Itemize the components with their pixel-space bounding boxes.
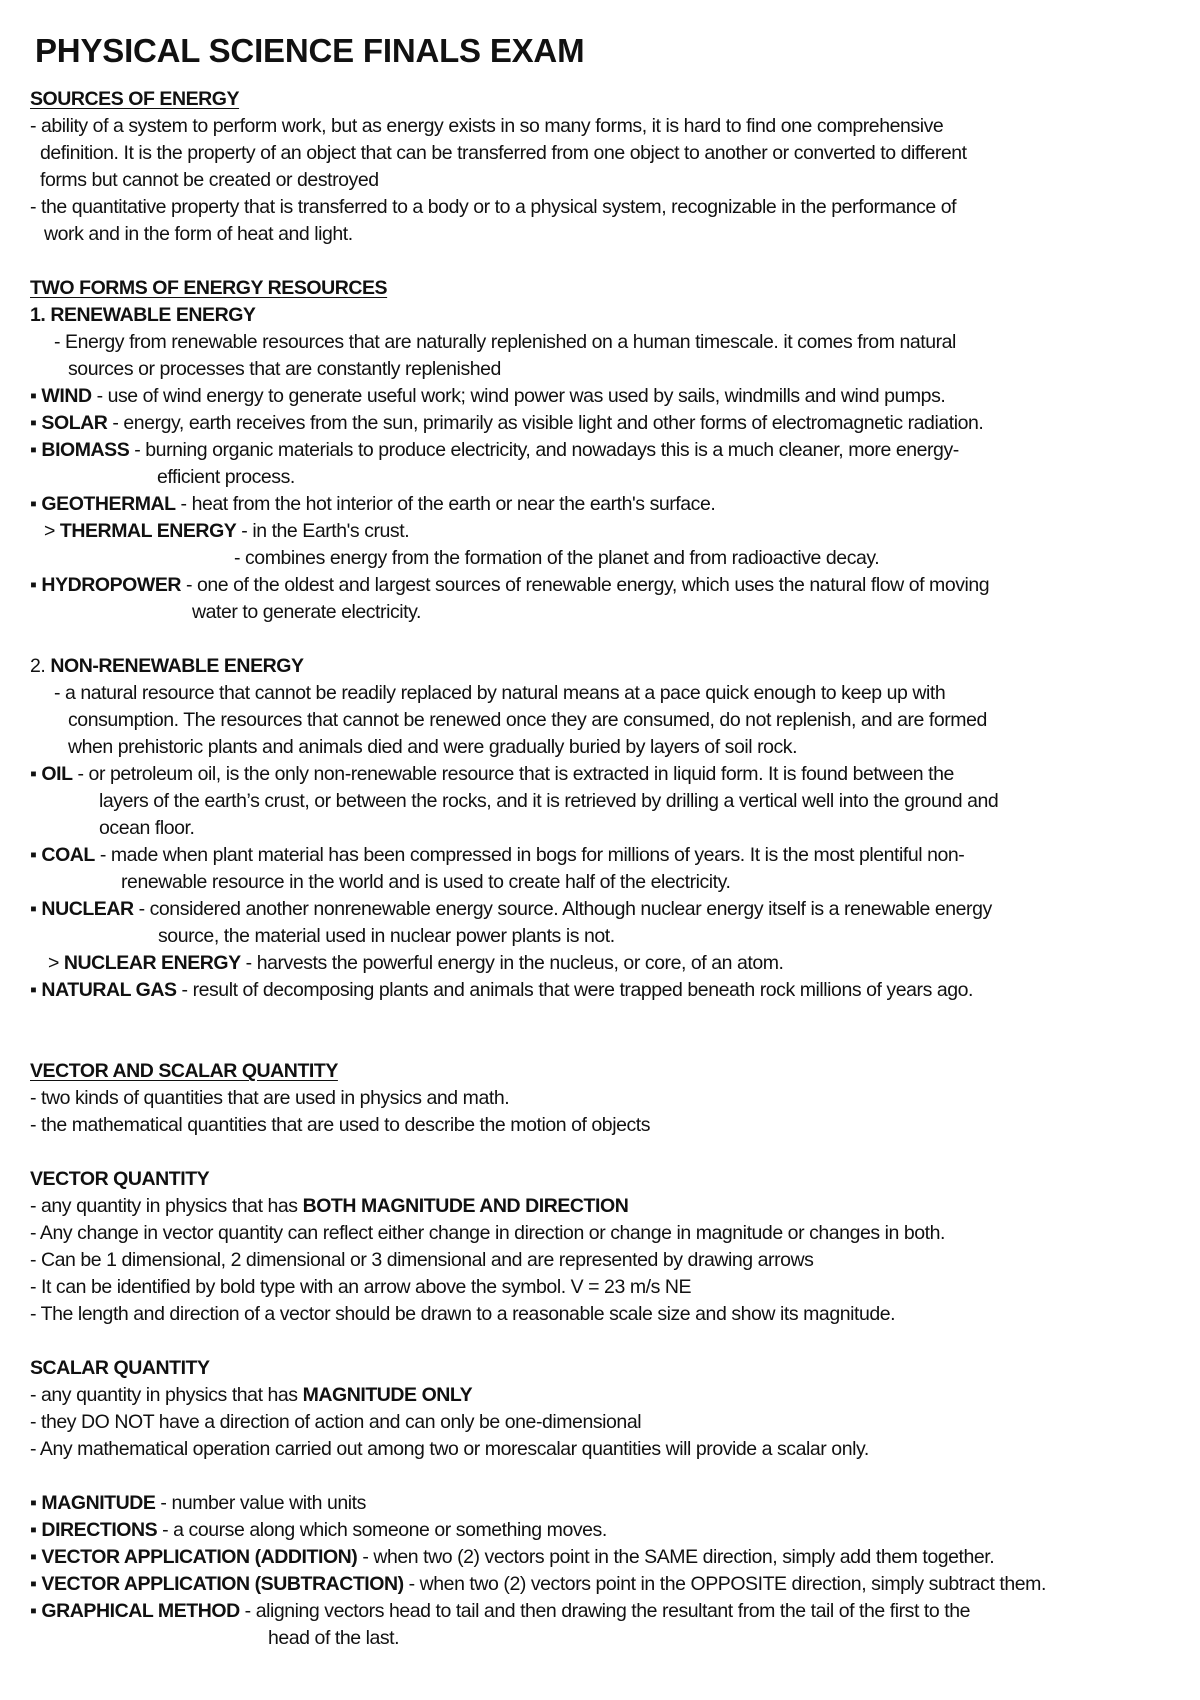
scalar-heading: SCALAR QUANTITY [30, 1357, 210, 1379]
scalar-line-3: - Any mathematical operation carried out among two or morescalar quantities will provide a scalar only. [30, 1438, 869, 1460]
natural-gas-label: ▪ NATURAL GAS [30, 979, 177, 1001]
directions-label: ▪ DIRECTIONS [30, 1519, 158, 1541]
hydropower-item [30, 572, 1190, 599]
oil-text: - or petroleum oil, is the only non-renewable resource that is extracted in liquid form. It is found between the [72, 763, 954, 785]
hydropower-text: - one of the oldest and largest sources of renewable energy, which uses the natural flow of moving [181, 574, 990, 596]
nuclear-label: ▪ NUCLEAR [30, 898, 134, 920]
thermal-cont: - combines energy from the formation of the planet and from radioactive decay. [234, 547, 880, 569]
nonrenewable-def-1: - a natural resource that cannot be readily replaced by natural means at a pace quick enough to keep up with [54, 682, 946, 704]
vector-line-1-bold: BOTH MAGNITUDE AND DIRECTION [302, 1195, 629, 1217]
vector-addition-label: ▪ VECTOR APPLICATION (ADDITION) [30, 1546, 358, 1568]
nonrenewable-def-2: consumption. The resources that cannot be renewed once they are consumed, do not replenish, and are formed [68, 709, 987, 731]
vector-addition-item [30, 1544, 1190, 1571]
thermal-item [30, 518, 1190, 545]
vector-line-4: - It can be identified by bold type with an arrow above the symbol. V = 23 m/s NE [30, 1276, 692, 1298]
renewable-heading: 1. RENEWABLE ENERGY [30, 304, 256, 326]
vector-line-5: - The length and direction of a vector should be drawn to a reasonable scale size and show its magnitude. [30, 1303, 896, 1325]
oil-cont-1: layers of the earth’s crust, or between the rocks, and it is retrieved by drilling a vertical well into the ground and [99, 790, 999, 812]
graphical-method-cont: head of the last. [268, 1627, 400, 1649]
coal-cont: renewable resource in the world and is used to create half of the electricity. [121, 871, 731, 893]
directions-item [30, 1517, 1190, 1544]
vector-line-3: - Can be 1 dimensional, 2 dimensional or 3 dimensional and are represented by drawing arrows [30, 1249, 814, 1271]
vector-addition-text: - when two (2) vectors point in the SAME direction, simply add them together. [357, 1546, 995, 1568]
vs-heading: VECTOR AND SCALAR QUANTITY [30, 1060, 338, 1082]
scalar-line-1 [30, 1382, 1190, 1409]
graphical-method-text: - aligning vectors head to tail and then drawing the resultant from the tail of the first to the [239, 1600, 971, 1622]
magnitude-label: ▪ MAGNITUDE [30, 1492, 156, 1514]
forms-heading: TWO FORMS OF ENERGY RESOURCES [30, 277, 388, 299]
solar-text: - energy, earth receives from the sun, primarily as visible light and other forms of electromagnetic radiation. [107, 412, 984, 434]
vs-line-1: - two kinds of quantities that are used in physics and math. [30, 1087, 510, 1109]
solar-label: ▪ SOLAR [30, 412, 108, 434]
nonrenewable-def-3: when prehistoric plants and animals died and were gradually buried by layers of soil rock. [68, 736, 798, 758]
wind-item [30, 383, 1190, 410]
nonrenewable-title: NON-RENEWABLE ENERGY [50, 655, 304, 677]
coal-text: - made when plant material has been compressed in bogs for millions of years. It is the most plentiful non- [94, 844, 965, 866]
nuclear-energy-item [30, 950, 1190, 977]
wind-label: ▪ WIND [30, 385, 92, 407]
section-two-forms [30, 275, 1190, 1004]
nuclear-cont: source, the material used in nuclear power plants is not. [158, 925, 615, 947]
thermal-label: THERMAL ENERGY [59, 520, 237, 542]
graphical-method-label: ▪ GRAPHICAL METHOD [30, 1600, 240, 1622]
renewable-def-1: - Energy from renewable resources that are naturally replenished on a human timescale. it comes from natural [54, 331, 956, 353]
nuclear-energy-text: - harvests the powerful energy in the nucleus, or core, of an atom. [240, 952, 784, 974]
scalar-line-1-text: - any quantity in physics that has [30, 1384, 303, 1406]
oil-cont-2: ocean floor. [99, 817, 195, 839]
renewable-def-2: sources or processes that are constantly replenished [68, 358, 501, 380]
hydropower-label: ▪ HYDROPOWER [30, 574, 182, 596]
sources-line-2: definition. It is the property of an object that can be transferred from one object to another or converted to different [40, 142, 967, 164]
magnitude-text: - number value with units [155, 1492, 366, 1514]
nuclear-energy-prefix: > [48, 952, 64, 974]
vector-subtraction-text: - when two (2) vectors point in the OPPOSITE direction, simply subtract them. [403, 1573, 1046, 1595]
nuclear-item [30, 896, 1190, 923]
section-sources-of-energy [30, 86, 1190, 248]
document-page [30, 30, 1190, 1652]
wind-text: - use of wind energy to generate useful work; wind power was used by sails, windmills and wind pumps. [91, 385, 946, 407]
coal-item [30, 842, 1190, 869]
section-vector-quantity [30, 1166, 1190, 1328]
scalar-line-2: - they DO NOT have a direction of action and can only be one-dimensional [30, 1411, 642, 1433]
vector-line-1 [30, 1193, 1190, 1220]
section-scalar-quantity [30, 1355, 1190, 1463]
sources-heading: SOURCES OF ENERGY [30, 88, 240, 110]
vector-subtraction-item [30, 1571, 1190, 1598]
oil-item [30, 761, 1190, 788]
nonrenewable-heading [30, 653, 1190, 680]
natural-gas-item [30, 977, 1190, 1004]
natural-gas-text: - result of decomposing plants and animals that were trapped beneath rock millions of years ago. [176, 979, 973, 1001]
scalar-line-1-bold: MAGNITUDE ONLY [302, 1384, 473, 1406]
oil-label: ▪ OIL [30, 763, 73, 785]
thermal-text: - in the Earth's crust. [236, 520, 410, 542]
magnitude-item [30, 1490, 1190, 1517]
nuclear-text: - considered another nonrenewable energy source. Although nuclear energy itself is a renewable energy [133, 898, 992, 920]
sources-line-5: work and in the form of heat and light. [44, 223, 353, 245]
sources-line-4: - the quantitative property that is transferred to a body or to a physical system, recognizable in the performance of [30, 196, 957, 218]
graphical-method-item [30, 1598, 1190, 1625]
biomass-label: ▪ BIOMASS [30, 439, 130, 461]
sources-line-1: - ability of a system to perform work, but as energy exists in so many forms, it is hard to find one comprehensive [30, 115, 944, 137]
geothermal-item [30, 491, 1190, 518]
nuclear-energy-label: NUCLEAR ENERGY [63, 952, 241, 974]
coal-label: ▪ COAL [30, 844, 95, 866]
section-terms [30, 1490, 1190, 1652]
document-title: PHYSICAL SCIENCE FINALS EXAM [35, 32, 585, 69]
vector-line-1-text: - any quantity in physics that has [30, 1195, 303, 1217]
thermal-prefix: > [44, 520, 60, 542]
sources-line-3: forms but cannot be created or destroyed [40, 169, 379, 191]
biomass-item [30, 437, 1190, 464]
vector-heading: VECTOR QUANTITY [30, 1168, 210, 1190]
solar-item [30, 410, 1190, 437]
vs-line-2: - the mathematical quantities that are used to describe the motion of objects [30, 1114, 651, 1136]
hydropower-cont: water to generate electricity. [192, 601, 421, 623]
directions-text: - a course along which someone or something moves. [157, 1519, 607, 1541]
geothermal-label: ▪ GEOTHERMAL [30, 493, 176, 515]
vector-line-2: - Any change in vector quantity can reflect either change in direction or change in magnitude or changes in both. [30, 1222, 946, 1244]
vector-subtraction-label: ▪ VECTOR APPLICATION (SUBTRACTION) [30, 1573, 404, 1595]
section-vector-scalar [30, 1058, 1190, 1139]
biomass-text: - burning organic materials to produce electricity, and nowadays this is a much cleaner, more energy- [129, 439, 959, 461]
nonrenewable-num: 2. [30, 655, 51, 677]
biomass-cont: efficient process. [157, 466, 295, 488]
geothermal-text: - heat from the hot interior of the earth or near the earth's surface. [175, 493, 716, 515]
